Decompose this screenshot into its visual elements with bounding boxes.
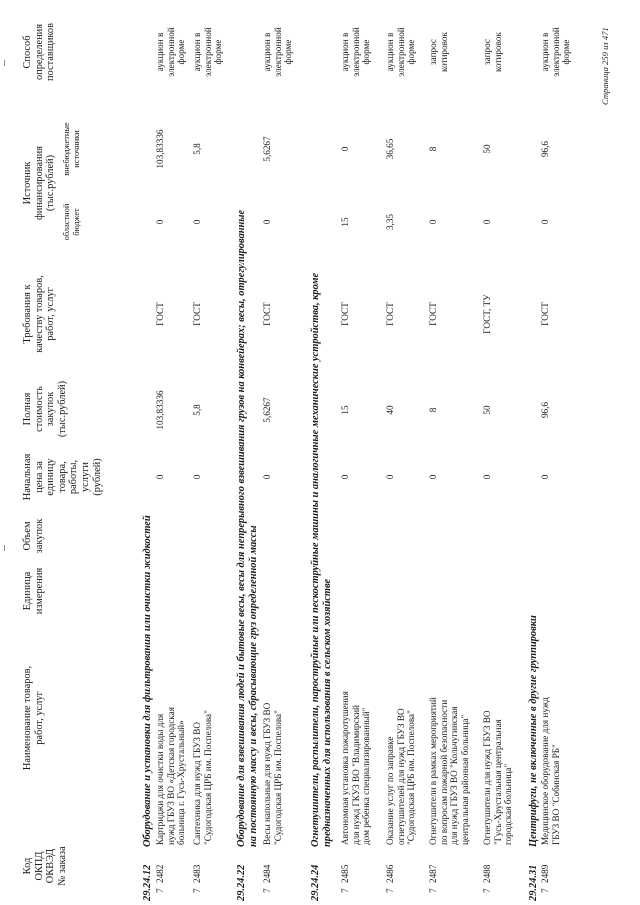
header-total: Полная стоимость закупок (тыс.рублей)	[22, 380, 68, 438]
row-total: 8	[428, 407, 438, 413]
row-total: 5,6267	[262, 397, 272, 423]
row-method: аукцион в электронной форме	[340, 27, 372, 77]
row-fin-regional: 0	[192, 219, 202, 225]
section-code: 29.24.22	[236, 864, 247, 901]
header-financing: Источник финансирования (тыс.рублей)	[22, 146, 57, 220]
row-name: Автономная установка пожаротушения для нужд ГКУЗ ВО "Владимирский дом ребенка специализированный"	[340, 691, 372, 845]
row-price: 0	[428, 474, 438, 480]
header-requirements: Требования к качеству товаров, работ, услуг	[22, 275, 57, 353]
header-code: Код ОКПД ОКВЭД № заказа	[22, 846, 68, 886]
row-method: аукцион в электронной форме	[192, 27, 224, 77]
row-name: Огнетушители для нужд ГБУЗ ВО "Гусь-Хрустальная центральная городская больница"	[482, 710, 514, 845]
section-title: Огнетушители, распылители, пароструйные или пескоструйные машины и аналогичные механические устройства, кроме предназначенных для использования в сельском хозяйстве	[310, 272, 333, 847]
row-price: 0	[192, 474, 202, 480]
header-fin-regional: областной бюджет	[62, 203, 81, 241]
row-name: Картриджи для очистки воды для нужд ГБУЗ ВО «Детская городская больница г. Гусь-Хрустальный»	[155, 707, 187, 845]
row-price: 0	[262, 474, 272, 480]
row-index: 7	[192, 888, 202, 893]
row-index: 7	[262, 888, 272, 893]
row-fin-extra: 5,6267	[262, 136, 272, 162]
row-fin-extra: 5,8	[192, 143, 202, 155]
row-price: 0	[540, 474, 550, 480]
row-order-number: 2486	[385, 864, 395, 883]
row-requirements: ГОСТ	[155, 302, 165, 326]
section-title: Оборудование для взвешивания людей и бытовые весы, весы для непрерывного взвешивания грузов на конвейерах; весы, отрегулированные на постоянную массу и весы, сбрасывающие груз определенной массы	[236, 209, 259, 847]
row-fin-extra: 96,6	[540, 140, 550, 158]
header-unit: Единица измерения	[22, 567, 45, 615]
row-name: Оказание услуг по заправке огнетушителей для нужд ГБУЗ ВО "Судогодская ЦРБ им. Поспелова"	[385, 708, 417, 845]
scan-edge-mark	[4, 60, 5, 66]
row-order-number: 2485	[340, 864, 350, 883]
row-order-number: 2484	[262, 864, 272, 883]
row-total: 15	[340, 405, 350, 415]
row-order-number: 2487	[428, 864, 438, 883]
header-name: Наименование товаров, работ, услуг	[22, 665, 45, 771]
row-total: 103,83336	[155, 390, 165, 430]
row-total: 40	[385, 405, 395, 415]
header-price: Начальная цена за единицу товара, работы, услуги (рублей)	[22, 453, 103, 501]
row-fin-regional: 0	[262, 219, 272, 225]
row-fin-extra: 103,83336	[155, 129, 165, 169]
row-method: аукцион в электронной форме	[385, 27, 417, 77]
row-fin-extra: 36,65	[385, 138, 395, 160]
row-index: 7	[340, 888, 350, 893]
row-order-number: 2488	[482, 864, 492, 883]
scan-edge-mark	[4, 545, 5, 551]
row-requirements: ГОСТ	[340, 302, 350, 326]
row-fin-regional: 0	[428, 219, 438, 225]
row-index: 7	[155, 888, 165, 893]
row-order-number: 2489	[540, 864, 550, 883]
row-requirements: ГОСТ	[385, 302, 395, 326]
row-total: 96,6	[540, 401, 550, 419]
row-total: 5,8	[192, 404, 202, 416]
header-fin-extra: внебюджетные источники	[62, 122, 81, 176]
row-requirements: ГОСТ	[428, 302, 438, 326]
page-number: Страница 259 из 471	[600, 27, 610, 105]
row-fin-extra: 50	[482, 144, 492, 154]
row-method: аукцион в электронной форме	[540, 27, 572, 77]
row-index: 7	[428, 888, 438, 893]
row-requirements: ГОСТ	[192, 302, 202, 326]
row-price: 0	[482, 474, 492, 480]
row-total: 50	[482, 405, 492, 415]
row-name: Весы напольные для нужд ГБУЗ ВО "Судогодская ЦРБ им. Поспелова"	[262, 702, 283, 845]
row-fin-regional: 0	[155, 219, 165, 225]
row-method: запрос котировок	[482, 32, 503, 72]
row-price: 0	[155, 474, 165, 480]
section-title: Оборудование и установки для фильтрования или очистки жидкостей	[142, 515, 153, 847]
row-fin-extra: 8	[428, 146, 438, 152]
row-price: 0	[340, 474, 350, 480]
row-fin-extra: 0	[340, 146, 350, 152]
row-method: аукцион в электронной форме	[155, 27, 187, 77]
row-name: Медицинское оборудование для нужд ГБУЗ ВО "Собинская РБ"	[540, 697, 561, 845]
row-name: Сантехника для нужд ГБУЗ ВО "Судогодская ЦРБ им. Поспелова"	[192, 710, 213, 845]
row-index: 7	[540, 888, 550, 893]
section-code: 29.24.31	[528, 864, 539, 901]
header-method: Способ определения поставщиков	[22, 23, 57, 81]
section-code: 29.24.24	[310, 864, 321, 901]
row-fin-regional: 0	[540, 219, 550, 225]
row-order-number: 2483	[192, 864, 202, 883]
row-requirements: ГОСТ, ТУ	[482, 294, 492, 334]
row-method: аукцион в электронной форме	[262, 27, 294, 77]
row-requirements: ГОСТ	[262, 302, 272, 326]
row-index: 7	[482, 888, 492, 893]
row-fin-regional: 0	[482, 219, 492, 225]
row-fin-regional: 15	[340, 217, 350, 227]
row-name: Огнетушители в рамках мероприятий по вопросам пожарной безопасности для нужд ГБУЗ ВО "Кольчугинская центральная районная больница"	[428, 697, 470, 845]
row-method: запрос котировок	[428, 32, 449, 72]
row-requirements: ГОСТ	[540, 302, 550, 326]
header-volume: Объем закупок	[22, 518, 45, 554]
section-code: 29.24.12	[142, 864, 153, 901]
row-fin-regional: 3,35	[385, 213, 395, 231]
row-index: 7	[385, 888, 395, 893]
row-order-number: 2482	[155, 864, 165, 883]
row-price: 0	[385, 474, 395, 480]
section-title: Центрифуги, не включенные в другие группировки	[528, 615, 539, 847]
